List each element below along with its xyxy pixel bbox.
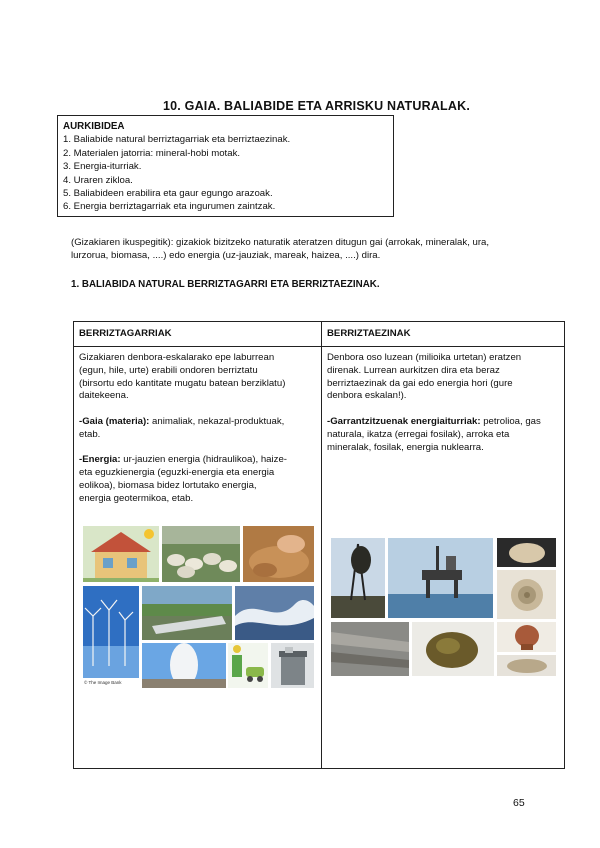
summary-item: 1. Baliabide natural berriztagarriak eta berriztaezinak.	[63, 134, 291, 146]
summary-item: 3. Energia-iturriak.	[63, 161, 142, 173]
summary-item: 6. Energia berriztagarriak eta ingurumen zaintzak.	[63, 201, 276, 213]
coal-rock-image	[412, 622, 494, 676]
ore-sample-image	[497, 655, 556, 676]
oil-well-image	[331, 538, 385, 618]
nonrenewable-energy	[327, 416, 547, 454]
wind-turbines-image	[83, 586, 139, 678]
renewable-energy	[79, 454, 291, 505]
open-pit-mine-image	[331, 622, 409, 676]
solar-house-image	[83, 526, 159, 582]
nonrenewable-description: Denbora oso luzean (milioika urtetan) eratzen direnak. Lurrean aurkitzen dira eta beraz berriztaezinak da gai edo energia hori (gure denbora eskalan!).	[327, 352, 522, 402]
offshore-platform-image	[388, 538, 493, 618]
page-number: 65	[513, 797, 525, 809]
section-heading: 1. BALIABIDA NATURAL BERRIZTAGARRI ETA BERRIZTAEZINAK.	[71, 279, 380, 290]
waste-bin-image	[271, 643, 314, 688]
col-header-renewable: BERRIZTAGARRIAK	[79, 328, 172, 339]
summary-item: 5. Baliabideen erabilira eta gaur egungo arazoak.	[63, 188, 273, 200]
summary-heading: AURKIBIDEA	[63, 121, 125, 132]
cell-nonrenewable	[327, 352, 547, 467]
page-title: 10. GAIA. BALIABIDE ETA ARRISKU NATURALAK.	[163, 99, 471, 113]
summary-item: 4. Uraren zikloa.	[63, 174, 133, 186]
summary-box	[57, 115, 394, 217]
renewable-matter-text: animaliak, nekazal-produktuak, etab.	[79, 415, 285, 440]
fossil-image	[497, 570, 556, 619]
cell-renewable	[79, 352, 291, 518]
renewable-energy-label: -Energia:	[79, 454, 121, 466]
renewable-energy-text: ur-jauzien energia (hidraulikoa), haize-eta eguzkienergia (eguzki-energia eta energia eolikoa), biomasa bidez lortutako energia, energia geotermikoa, etab.	[79, 454, 287, 504]
summary-item: 2. Materialen jatorria: mineral-hobi motak.	[63, 147, 241, 159]
intro-paragraph: (Gizakiaren ikuspegitik): gizakiok bizitzeko naturatik ateratzen ditugun gai (arrokak, mineralak, ura, lurzorua, biomasa, ....) edo energia (uz-jauziak, mareak, haizea, ....) dira.	[71, 237, 490, 262]
mineral-sample-image	[497, 538, 556, 567]
ocean-wave-image	[235, 586, 314, 640]
col-header-nonrenewable: BERRIZTAEZINAK	[327, 328, 411, 339]
nonrenewable-energy-label: -Garrantzitzuenak energiaiturriak:	[327, 415, 481, 427]
table-header-divider	[74, 346, 564, 347]
grain-hands-image	[243, 526, 314, 582]
skull-fossil-image	[497, 622, 556, 652]
dam-image	[142, 586, 232, 640]
geothermal-geyser-image	[142, 643, 226, 688]
sheep-flock-image	[162, 526, 240, 582]
renewable-matter	[79, 416, 291, 442]
renewable-description: Gizakiaren denbora-eskalarako epe laburrean (egun, hile, urte) erabili ondoren berriztatu (birsortu edo kantitate mugatu batean berziklatu) daitekeena.	[79, 352, 286, 402]
image-credit: © The Image Bank	[84, 680, 122, 685]
renewable-matter-label: -Gaia (materia):	[79, 415, 150, 427]
biofuel-pump-image	[228, 643, 268, 688]
table-column-divider	[321, 322, 322, 768]
nonrenewable-energy-text: petrolioa, gas naturala, ikatza (erregai fosilak), arroka eta mineralak, fosilak, energia nuklearra.	[327, 415, 541, 453]
